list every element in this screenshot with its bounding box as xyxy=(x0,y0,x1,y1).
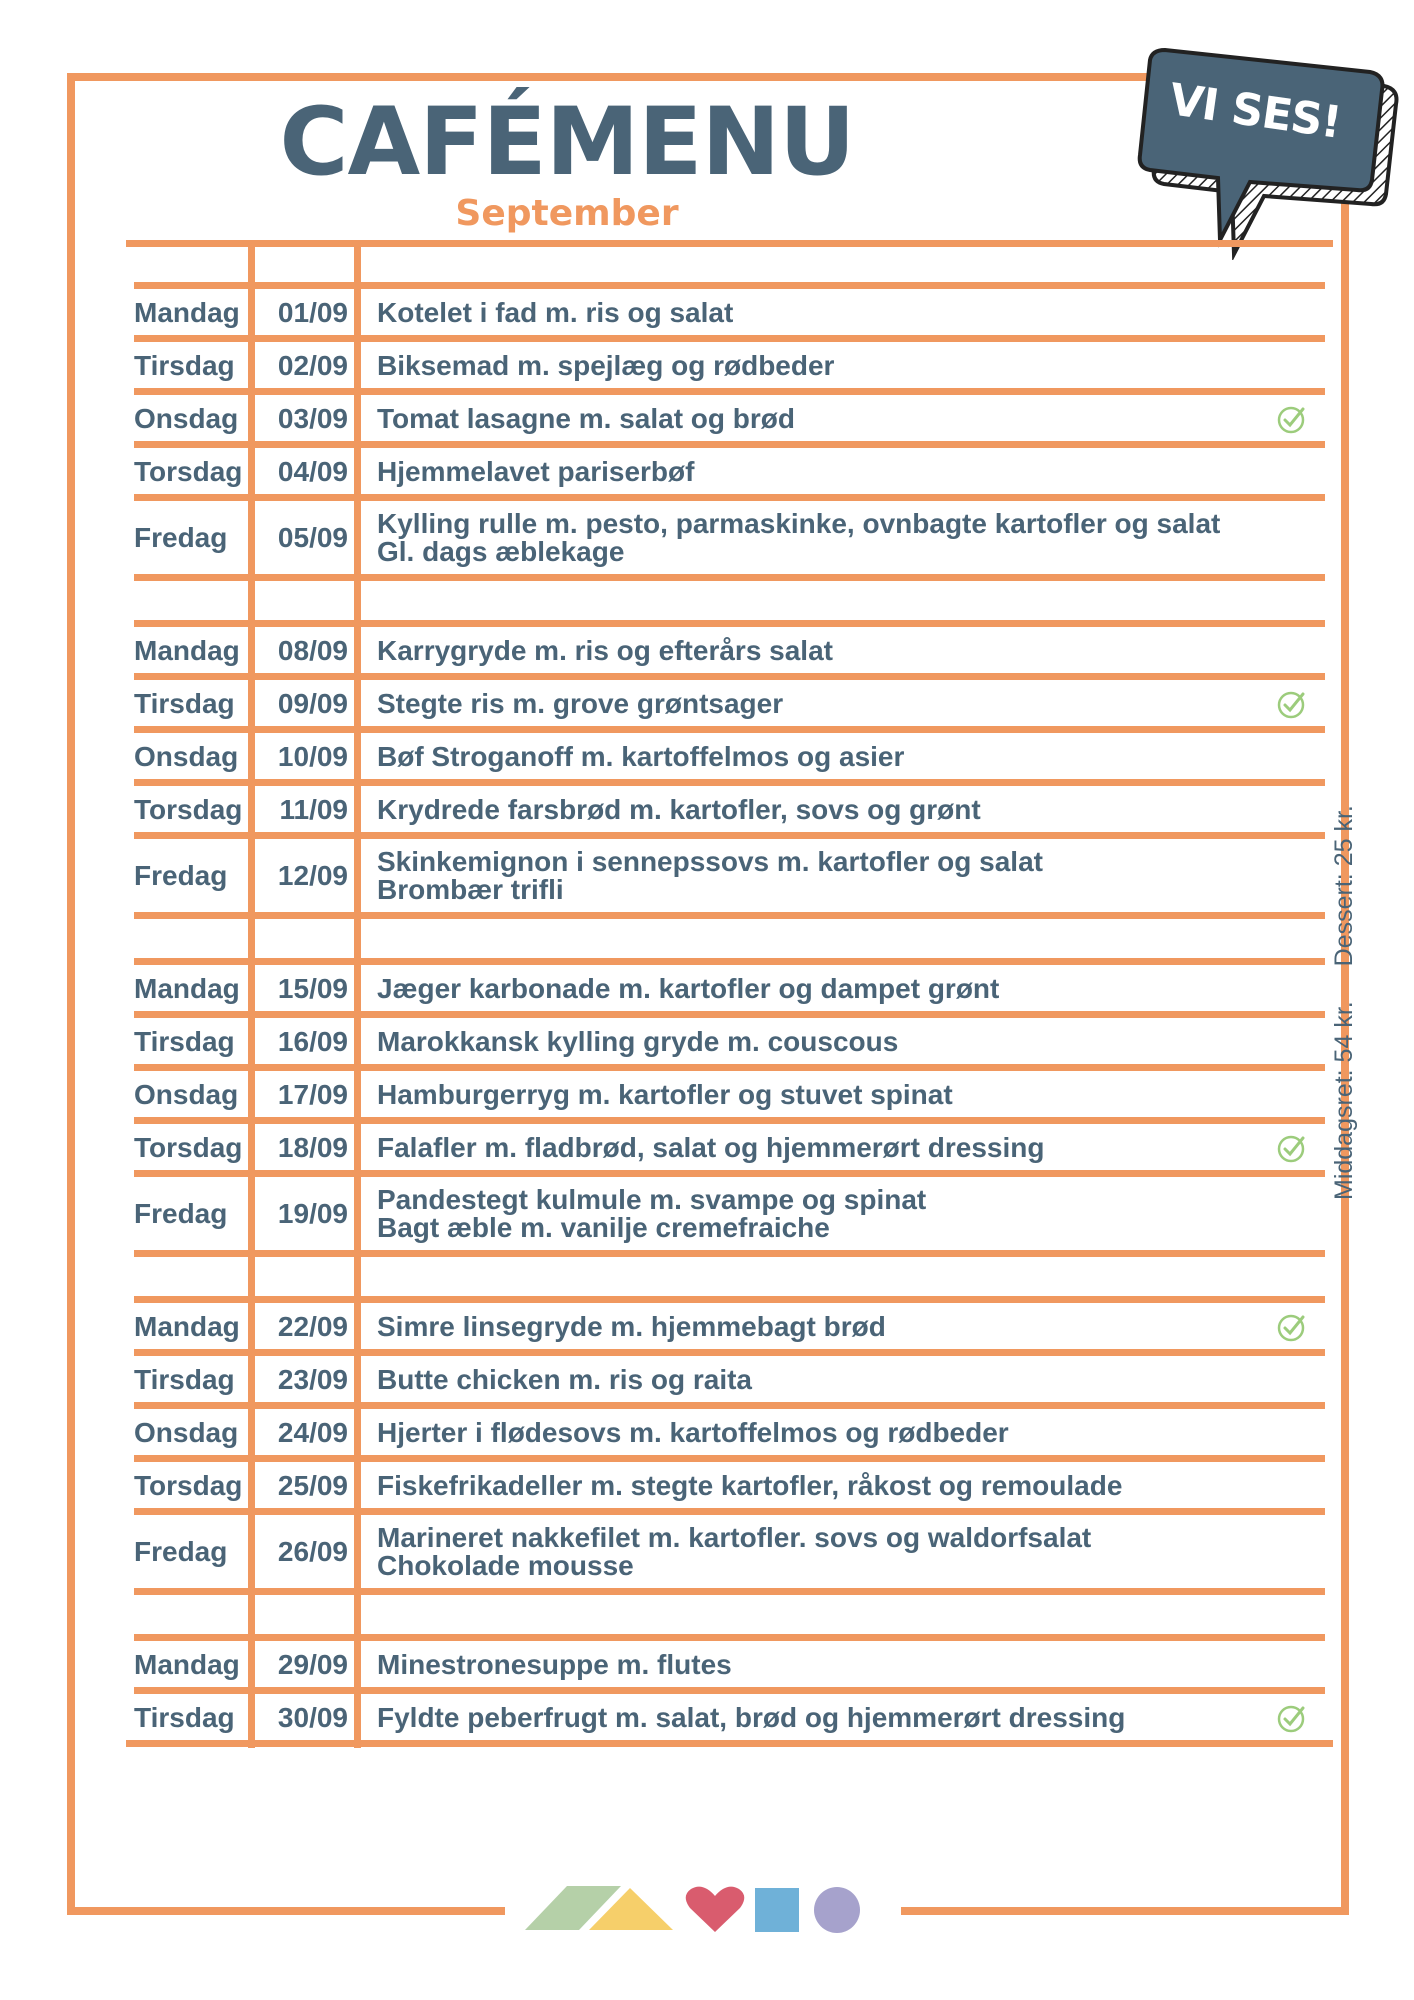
dish-cell xyxy=(377,396,1277,441)
day-cell: Torsdag xyxy=(134,793,243,825)
date-cell: 16/09 xyxy=(277,1025,348,1057)
dish-cell xyxy=(377,628,1277,673)
vegetarian-leaf-icon xyxy=(1276,1702,1308,1734)
row-divider xyxy=(134,1588,1325,1595)
day-cell: Fredag xyxy=(134,1198,228,1229)
date-cell: 12/09 xyxy=(277,860,348,891)
column-divider xyxy=(248,240,255,1748)
day-cell: Tirsdag xyxy=(134,1363,235,1395)
dish-main: Stegte ris m. grove grøntsager xyxy=(377,687,784,719)
date-cell: 15/09 xyxy=(277,972,348,1004)
dish-cell xyxy=(377,1695,1277,1740)
date-cell: 01/09 xyxy=(277,296,348,328)
row-divider xyxy=(134,1402,1325,1409)
date-cell: 03/09 xyxy=(277,402,348,434)
dish-main: Hamburgerryg m. kartofler og stuvet spinat xyxy=(377,1078,953,1110)
speech-bubble-icon xyxy=(1110,20,1410,260)
main-course-price: Middagsret: 54 kr. xyxy=(1330,1001,1358,1200)
dish-main: Krydrede farsbrød m. kartofler, sovs og grønt xyxy=(377,793,981,825)
dish-main: Tomat lasagne m. salat og brød xyxy=(377,402,796,434)
dish-main: Falafler m. fladbrød, salat og hjemmerørt dressing xyxy=(377,1131,1045,1163)
row-divider xyxy=(134,441,1325,448)
dish-cell xyxy=(377,290,1277,335)
row-divider xyxy=(134,958,1325,965)
price-info xyxy=(1330,777,1359,1200)
row-divider xyxy=(134,1634,1325,1641)
dish-cell xyxy=(377,343,1277,388)
dish-cell xyxy=(377,1178,1277,1250)
dish-dessert: Brombær trifli xyxy=(377,874,564,905)
day-cell: Mandag xyxy=(134,1648,240,1680)
dish-cell xyxy=(377,840,1277,912)
dish-dessert: Gl. dags æblekage xyxy=(377,536,625,567)
day-cell: Onsdag xyxy=(134,1078,239,1110)
dish-cell xyxy=(377,449,1277,494)
dish-cell xyxy=(377,1516,1277,1588)
dish-main: Skinkemignon i sennepssovs m. kartofler og salat xyxy=(377,846,1043,877)
day-cell: Fredag xyxy=(134,860,228,891)
dish-main: Kylling rulle m. pesto, parmaskinke, ovnbagte kartofler og salat xyxy=(377,508,1221,539)
dessert-price: Dessert: 25 kr. xyxy=(1330,805,1358,967)
day-cell: Fredag xyxy=(134,522,228,553)
date-cell: 05/09 xyxy=(277,522,348,553)
date-cell: 23/09 xyxy=(277,1363,348,1395)
row-divider xyxy=(134,1117,1325,1124)
date-cell: 17/09 xyxy=(277,1078,348,1110)
red-heart-icon xyxy=(686,1887,745,1932)
day-cell: Onsdag xyxy=(134,402,239,434)
dish-main: Bøf Stroganoff m. kartoffelmos og asier xyxy=(377,740,905,772)
dish-cell xyxy=(377,1410,1277,1455)
dish-cell xyxy=(377,1642,1277,1687)
day-cell: Tirsdag xyxy=(134,687,235,719)
badge-text: VI SES! xyxy=(1166,74,1344,149)
row-divider xyxy=(134,1296,1325,1303)
dish-main: Minestronesuppe m. flutes xyxy=(377,1648,732,1680)
date-cell: 19/09 xyxy=(277,1198,348,1229)
day-cell: Torsdag xyxy=(134,1131,243,1163)
purple-circle-icon xyxy=(814,1887,860,1933)
column-divider xyxy=(354,240,361,1748)
day-cell: Tirsdag xyxy=(134,349,235,381)
date-cell: 24/09 xyxy=(277,1416,348,1448)
row-divider xyxy=(134,1064,1325,1071)
row-divider xyxy=(134,282,1325,289)
day-cell: Mandag xyxy=(134,972,240,1004)
row-divider xyxy=(134,494,1325,501)
day-cell: Onsdag xyxy=(134,1416,239,1448)
vegetarian-leaf-icon xyxy=(1276,688,1308,720)
date-cell: 04/09 xyxy=(277,455,348,487)
dish-cell xyxy=(377,1304,1277,1349)
row-divider xyxy=(134,1508,1325,1515)
dish-main: Butte chicken m. ris og raita xyxy=(377,1363,752,1395)
dish-main: Simre linsegryde m. hjemmebagt brød xyxy=(377,1310,886,1342)
dish-main: Fiskefrikadeller m. stegte kartofler, råkost og remoulade xyxy=(377,1469,1123,1501)
dish-cell xyxy=(377,502,1277,574)
dish-main: Karrygryde m. ris og efterårs salat xyxy=(377,634,833,666)
date-cell: 25/09 xyxy=(277,1469,348,1501)
date-cell: 09/09 xyxy=(277,687,348,719)
dish-main: Marineret nakkefilet m. kartofler. sovs og waldorfsalat xyxy=(377,1522,1092,1553)
dish-main: Biksemad m. spejlæg og rødbeder xyxy=(377,349,835,381)
date-cell: 22/09 xyxy=(277,1310,348,1342)
dish-dessert: Chokolade mousse xyxy=(377,1550,634,1581)
row-divider xyxy=(134,388,1325,395)
date-cell: 08/09 xyxy=(277,634,348,666)
day-cell: Torsdag xyxy=(134,1469,243,1501)
row-divider xyxy=(134,1011,1325,1018)
day-cell: Mandag xyxy=(134,634,240,666)
dish-main: Hjemmelavet pariserbøf xyxy=(377,455,695,487)
dish-cell xyxy=(377,787,1277,832)
dish-cell xyxy=(377,681,1277,726)
date-cell: 29/09 xyxy=(277,1648,348,1680)
row-divider xyxy=(134,1455,1325,1462)
row-divider xyxy=(134,779,1325,786)
dish-cell xyxy=(377,1463,1277,1508)
row-divider xyxy=(134,335,1325,342)
day-cell: Mandag xyxy=(134,1310,240,1342)
month-subtitle: September xyxy=(455,193,679,234)
row-divider xyxy=(134,1687,1325,1694)
date-cell: 10/09 xyxy=(277,740,348,772)
dish-main: Pandestegt kulmule m. svampe og spinat xyxy=(377,1184,927,1215)
date-cell: 18/09 xyxy=(277,1131,348,1163)
day-cell: Tirsdag xyxy=(134,1701,235,1733)
date-cell: 30/09 xyxy=(277,1701,348,1733)
row-divider xyxy=(134,726,1325,733)
dish-main: Hjerter i flødesovs m. kartoffelmos og rødbeder xyxy=(377,1416,1009,1448)
row-divider xyxy=(134,1250,1325,1257)
vi-ses-badge xyxy=(1110,20,1410,260)
day-cell: Tirsdag xyxy=(134,1025,235,1057)
row-divider xyxy=(134,1349,1325,1356)
day-cell: Onsdag xyxy=(134,740,239,772)
dish-cell xyxy=(377,1125,1277,1170)
row-divider xyxy=(134,620,1325,627)
row-divider xyxy=(134,912,1325,919)
dish-main: Jæger karbonade m. kartofler og dampet grønt xyxy=(377,972,1000,1004)
dish-main: Fyldte peberfrugt m. salat, brød og hjemmerørt dressing xyxy=(377,1701,1126,1733)
day-cell: Torsdag xyxy=(134,455,243,487)
dish-cell xyxy=(377,734,1277,779)
row-divider xyxy=(134,1170,1325,1177)
row-divider xyxy=(134,832,1325,839)
dish-dessert: Bagt æble m. vanilje cremefraiche xyxy=(377,1212,830,1243)
row-divider xyxy=(134,673,1325,680)
vegetarian-leaf-icon xyxy=(1276,403,1308,435)
vegetarian-leaf-icon xyxy=(1276,1132,1308,1164)
row-divider xyxy=(134,574,1325,581)
dish-cell xyxy=(377,1019,1277,1064)
dish-main: Kotelet i fad m. ris og salat xyxy=(377,296,734,328)
row-divider xyxy=(126,240,1333,247)
row-divider xyxy=(126,1740,1333,1747)
date-cell: 02/09 xyxy=(277,349,348,381)
date-cell: 26/09 xyxy=(277,1536,348,1567)
dish-main: Marokkansk kylling gryde m. couscous xyxy=(377,1025,899,1057)
date-cell: 11/09 xyxy=(279,793,348,825)
page-title: CAFÉMENU xyxy=(279,88,855,197)
footer-shapes xyxy=(525,1882,885,1942)
dish-cell xyxy=(377,966,1277,1011)
blue-square-icon xyxy=(755,1888,799,1932)
dish-cell xyxy=(377,1072,1277,1117)
vegetarian-leaf-icon xyxy=(1276,1311,1308,1343)
day-cell: Fredag xyxy=(134,1536,228,1567)
dish-cell xyxy=(377,1357,1277,1402)
day-cell: Mandag xyxy=(134,296,240,328)
